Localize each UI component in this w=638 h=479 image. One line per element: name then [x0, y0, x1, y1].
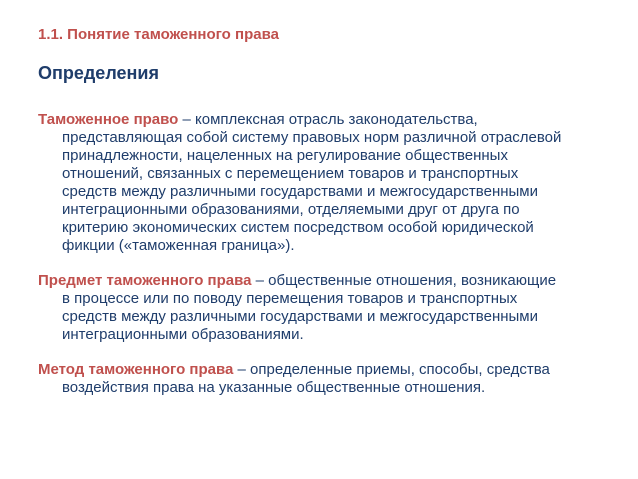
definition-line: фикции («таможенная граница»).: [62, 237, 295, 254]
definition-text: – общественные отношения, возникающие: [251, 272, 557, 289]
definition-method: [38, 361, 613, 397]
definition-line: интеграционными образованиями.: [62, 326, 304, 343]
definitions-heading: Определения: [38, 63, 159, 83]
definition-text: – определенные приемы, способы, средства: [233, 361, 550, 378]
definition-subject: [38, 272, 613, 344]
definition-line: представляющая собой систему правовых норм различной отраслевой: [62, 129, 562, 146]
definition-first-line: [38, 361, 613, 379]
definition-line: средств между различными государствами и межгосударственными: [62, 183, 538, 200]
definition-line: принадлежности, нацеленных на регулирование общественных: [62, 147, 508, 164]
section-title: 1.1. Понятие таможенного права: [38, 26, 279, 43]
definition-line: интеграционными образованиями, отделяемыми друг от друга по: [62, 201, 520, 218]
definition-line: воздействия права на указанные общественные отношения.: [62, 379, 486, 396]
definition-first-line: [38, 111, 613, 129]
definition-customs-law: [38, 111, 613, 255]
definition-line: критерию экономических систем посредством особой юридической: [62, 219, 534, 236]
definition-term: Таможенное право: [38, 111, 179, 128]
definition-term: Метод таможенного права: [38, 361, 234, 378]
definition-text: – комплексная отрасль законодательства,: [178, 111, 478, 128]
definition-term: Предмет таможенного права: [38, 272, 252, 289]
definition-first-line: [38, 272, 613, 290]
definition-line: отношений, связанных с перемещением товаров и транспортных: [62, 165, 519, 182]
definition-line: средств между различными государствами и межгосударственными: [62, 308, 538, 325]
definition-line: в процессе или по поводу перемещения товаров и транспортных: [62, 290, 518, 307]
